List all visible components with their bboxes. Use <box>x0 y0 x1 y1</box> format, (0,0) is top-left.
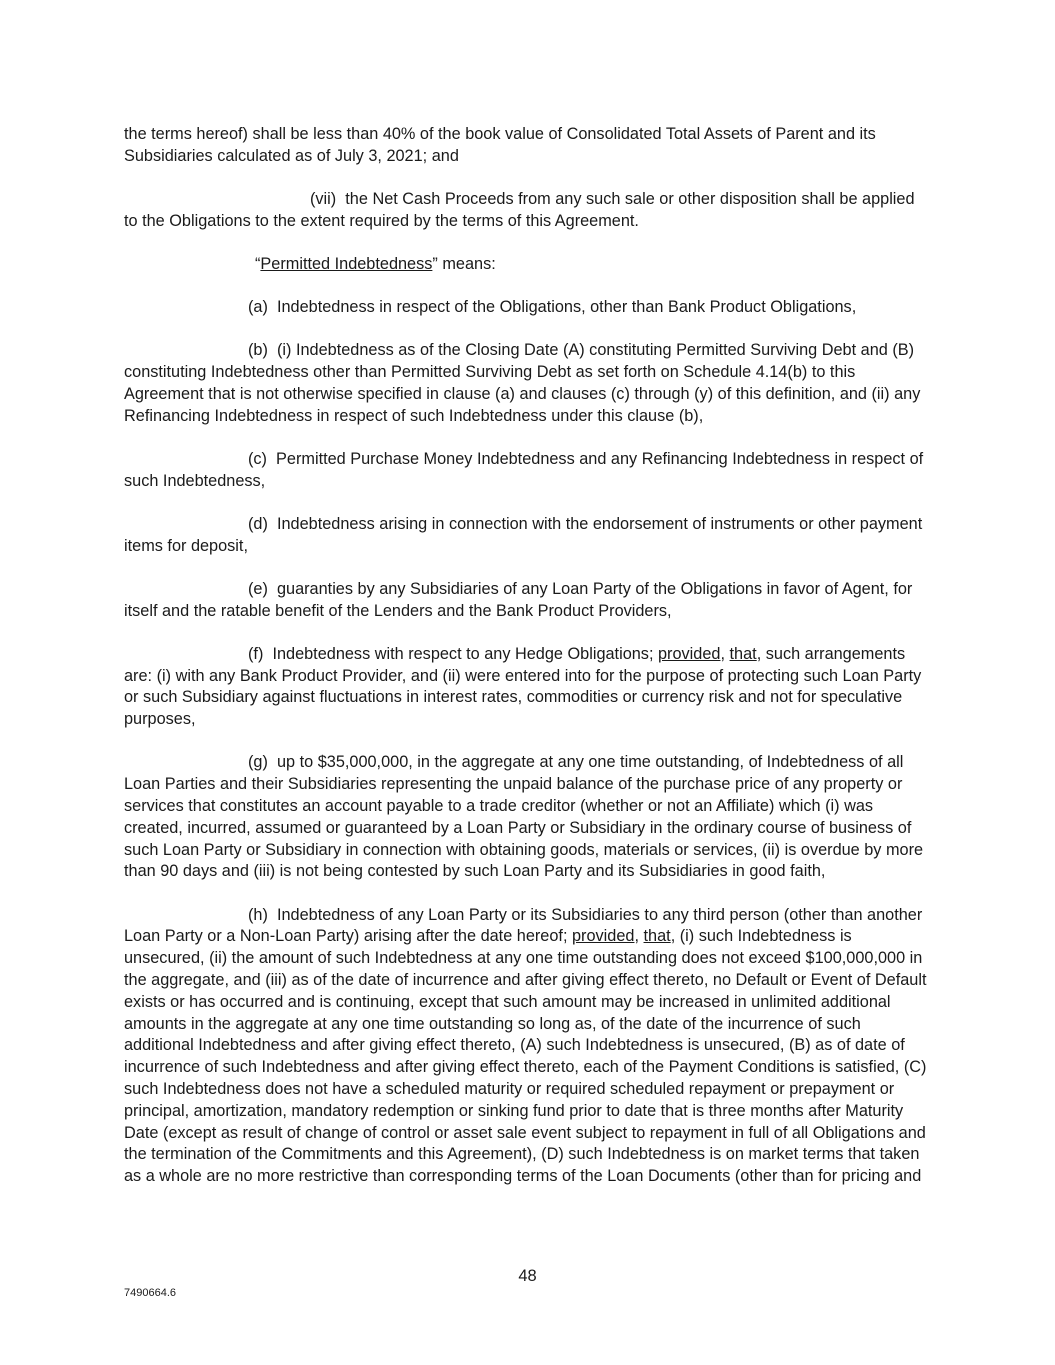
definition-means: means: <box>437 254 496 273</box>
clause-text-after: , such arrangements are: (i) with any Bank Product Provider, and (ii) were entered into for the purpose of protecting such Loan Party or such Subsidiary against fluctuations in interest rates, commodities or currency risk and not for speculative purposes, <box>124 644 922 729</box>
clause-label: (g) <box>248 753 268 772</box>
clause-comma: , <box>720 644 730 663</box>
clause-text: up to $35,000,000, in the aggregate at any one time outstanding, of Indebtedness of all Loan Parties and their Subsidiaries representing the unpaid balance of the purchase price of any property or services that constitutes an account payable to a trade creditor (whether or not an Affiliate) which (i) was created, incurred, assumed or guaranteed by a Loan Party or Subsidiary in the ordinary course of business of such Loan Party or Subsidiary in connection with obtaining goods, materials or services, (ii) is overdue by more than 90 days and (iii) is not being contested by such Loan Party and its Subsidiaries in good faith, <box>124 753 924 881</box>
clause-text-after: , (i) such Indebtedness is unsecured, (ii) the amount of such Indebtedness at any one time outstanding does not exceed $100,000,000 in the aggregate, and (iii) as of the date of incurrence and after giving effect thereto, no Default or Event of Default exists or has occurred and is continuing, except that such amount may be increased in unlimited additional amounts in the aggregate at any one time outstanding so long as, of the date of the incurrence of such additional Indebtedness and after giving effect thereto, (A) such Indebtedness is unsecured, (B) as of date of incurrence of such Indebtedness and after giving effect thereto, each of the Payment Conditions is satisfied, (C) such Indebtedness does not have a scheduled maturity or required scheduled repayment or prepayment or principal, amortization, mandatory redemption or sinking fund prior to date that is three months after Maturity Date (except as result of change of control or asset sale event subject to repayment in full of all Obligations and the termination of the Commitments and this Agreement), (D) such Indebtedness is on market terms that taken as a whole are no more restrictive than corresponding terms of the Loan Documents (other than for pricing and <box>124 927 927 1186</box>
clause-text: Permitted Purchase Money Indebtedness and any Refinancing Indebtedness in respect of such Indebtedness, <box>124 449 924 490</box>
defined-term: Permitted Indebtedness <box>260 254 433 273</box>
clause-label: (a) <box>248 298 268 317</box>
definition-open-quote: “ <box>255 254 261 273</box>
clause-c <box>124 449 932 493</box>
document-body <box>124 124 932 1209</box>
clause-b <box>124 340 932 427</box>
clause-a <box>124 297 932 319</box>
provided-term: provided <box>658 644 721 663</box>
clause-text: (i) Indebtedness as of the Closing Date (A) constituting Permitted Surviving Debt and (B) constituting Indebtedness other than Permitted Surviving Debt as set forth on Schedule 4.14(b) to this Agreement that is not otherwise specified in clause (a) and clauses (c) through (y) of this definition, and (ii) any Refinancing Indebtedness in respect of such Indebtedness under this clause (b), <box>124 341 921 425</box>
subclause-vii-label: (vii) <box>310 189 337 208</box>
clause-text: Indebtedness arising in connection with the endorsement of instruments or other payment items for deposit, <box>124 514 923 555</box>
clause-text-before: Indebtedness with respect to any Hedge Obligations; <box>272 644 658 663</box>
clause-label: (d) <box>248 514 268 533</box>
definition-close-quote: ” <box>432 254 438 273</box>
clause-h <box>124 905 932 1188</box>
clause-text-before: Indebtedness of any Loan Party or its Subsidiaries to any third person (other than another Loan Party or a Non-Loan Party) arising after the date hereof; <box>124 905 923 946</box>
clause-d <box>124 514 932 558</box>
clause-g <box>124 752 932 883</box>
clause-label: (f) <box>248 644 264 663</box>
document-id: 7490664.6 <box>124 1287 176 1299</box>
clause-e <box>124 579 932 623</box>
clause-comma: , <box>634 927 644 946</box>
that-term: that <box>729 644 757 663</box>
clause-label: (e) <box>248 579 268 598</box>
clause-label: (b) <box>248 341 268 360</box>
clause-text: Indebtedness in respect of the Obligations, other than Bank Product Obligations, <box>276 298 857 317</box>
subclause-vii-text: the Net Cash Proceeds from any such sale or other disposition shall be applied to the Obligations to the extent required by the terms of this Agreement. <box>124 189 915 230</box>
provided-term: provided <box>572 927 635 946</box>
clause-label: (h) <box>248 905 268 924</box>
clause-text: guaranties by any Subsidiaries of any Loan Party of the Obligations in favor of Agent, for itself and the ratable benefit of the Lenders and the Bank Product Providers, <box>124 579 913 620</box>
clause-f <box>124 644 932 731</box>
clause-label: (c) <box>248 449 267 468</box>
subclause-vii <box>124 189 932 233</box>
definition-heading <box>124 254 932 276</box>
page-number: 48 <box>518 1267 537 1285</box>
continuation-paragraph: the terms hereof) shall be less than 40% of the book value of Consolidated Total Assets of Parent and its Subsidiaries calculated as of July 3, 2021; and <box>124 125 876 165</box>
that-term: that <box>643 927 671 946</box>
